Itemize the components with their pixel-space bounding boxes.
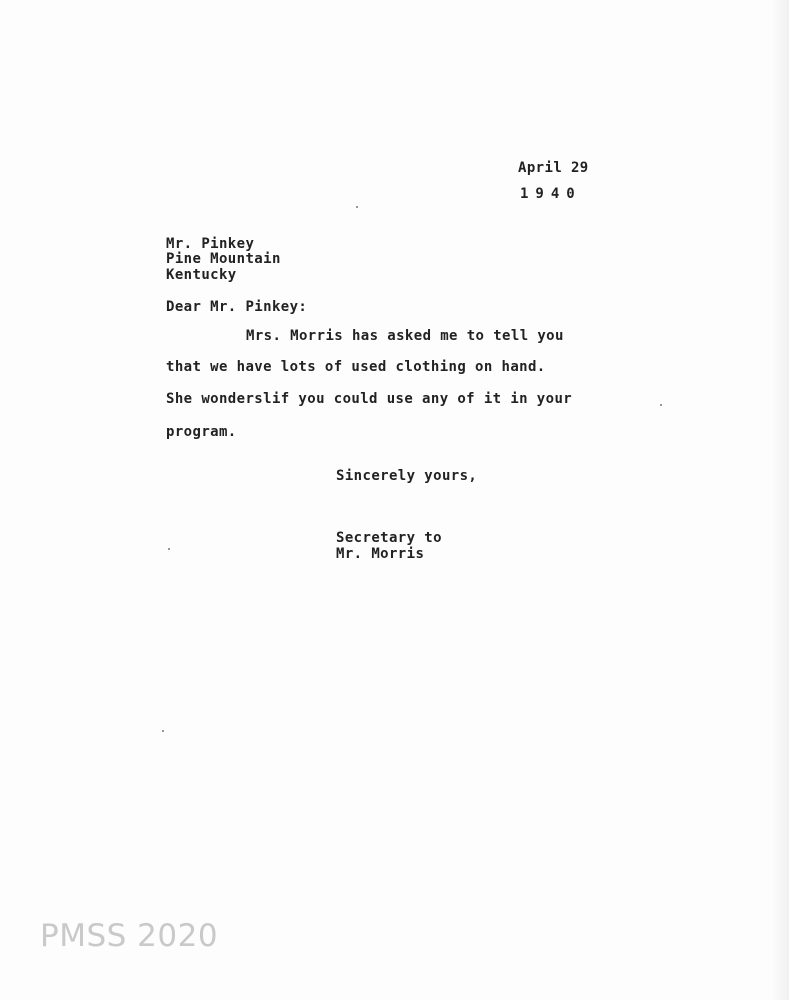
body-line: that we have lots of used clothing on hand. xyxy=(166,359,546,375)
paper-speck xyxy=(660,404,662,406)
body-line: Mrs. Morris has asked me to tell you xyxy=(246,328,564,344)
salutation: Dear Mr. Pinkey: xyxy=(166,299,308,315)
paper-speck xyxy=(162,730,164,732)
paper-speck xyxy=(356,206,358,208)
closing: Sincerely yours, xyxy=(336,468,478,484)
watermark: PMSS 2020 xyxy=(40,918,219,954)
signature-line-1: Secretary to xyxy=(336,530,442,546)
letter-date-month-day: April 29 xyxy=(518,160,589,176)
recipient-name: Mr. Pinkey xyxy=(166,236,255,252)
recipient-place: Pine Mountain xyxy=(166,251,281,267)
body-line: She wonderslif you could use any of it in your xyxy=(166,391,573,407)
page-edge-shadow xyxy=(771,0,789,1000)
recipient-state: Kentucky xyxy=(166,267,237,283)
body-line: program. xyxy=(166,424,237,440)
letter-date-year: 1940 xyxy=(520,186,582,202)
paper-speck xyxy=(168,548,170,550)
signature-line-2: Mr. Morris xyxy=(336,546,425,562)
